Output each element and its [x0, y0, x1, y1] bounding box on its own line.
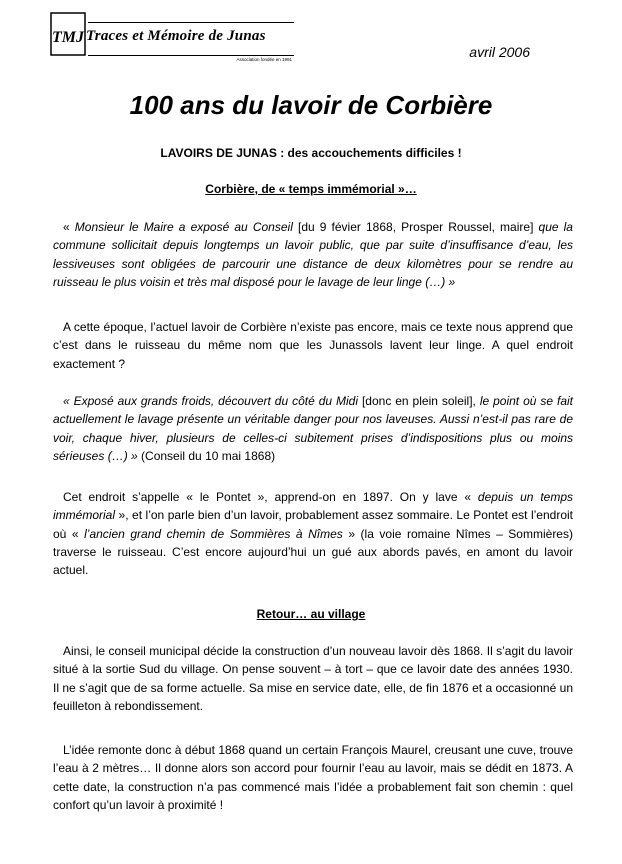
text-run: A cette époque, l’actuel lavoir de Corbière n’existe pas encore, mais ce texte nous apprend que c’est dans le ruisseau du même nom que les Junassols lavent leur linge. A quel endroit exactement ? — [53, 320, 573, 371]
paragraph-4 — [53, 488, 573, 579]
logo-mark-icon — [50, 12, 86, 56]
text-run: « — [63, 220, 75, 234]
logo-title: Traces et Mémoire de Junas — [86, 28, 266, 44]
header-logo — [50, 12, 294, 64]
section-heading-corbiere: Corbière, de « temps immémorial »… — [205, 182, 417, 196]
text-run: « Exposé aux grands froids, découvert du côté du Midi — [63, 394, 359, 408]
logo-rule-bottom — [88, 55, 294, 56]
section-heading-village: Retour… au village — [256, 607, 366, 621]
paragraph-2 — [53, 318, 573, 373]
paragraph-6 — [53, 741, 573, 814]
issue-date: avril 2006 — [469, 44, 530, 60]
page-subtitle: LAVOIRS DE JUNAS : des accouchements difficiles ! — [160, 146, 462, 160]
text-run: (Conseil du 10 mai 1868) — [137, 448, 276, 463]
text-run: l’ancien grand chemin de Sommières à Nîmes — [84, 526, 343, 541]
text-run: le point où se fait actuellement le lavage présente un véritable danger pour nos laveuses. Aussi n’est-il pas rare de voir, chaque hiver, plusieurs de celles-ci subitement prises d’indispositions plus ou moins sérieuses (…) » — [53, 394, 574, 463]
text-run: que la commune sollicitait depuis longtemps un lavoir public, que par suite d’insuffisance d’eau, les lessiveuses sont obligées de parcourir une distance de deux kilomètres pour se rendre au ruisseau le plus voisin et très mal disposé pour le lavage de leur linge (…) » — [53, 220, 573, 289]
text-run: [du 9 févier 1868, Prosper Roussel, maire] — [292, 220, 539, 234]
text-run: Monsieur le Maire a exposé au Conseil — [74, 220, 293, 234]
text-run: L’idée remonte donc à début 1868 quand un certain François Maurel, creusant une cuve, trouve l’eau à 2 mètres… Il donne alors son accord pour fournir l’eau au lavoir, mais se dédit en 1873. A cette date, la construction n’a pas commencé mais l’idée a probablement fait son chemin : quel confort qu’un lavoir à proximité ! — [53, 743, 573, 812]
svg-text:TMJ: TMJ — [52, 29, 84, 46]
logo-rule-top — [88, 22, 294, 23]
text-run: Ainsi, le conseil municipal décide la construction d’un nouveau lavoir dès 1868. Il s’agit du lavoir situé à la sortie Sud du village. On pense souvent – à tort – que ce lavoir date des années 1930. Il ne s’agit que de sa forme actuelle. Sa mise en service date, elle, de fin 1876 et a occasionné un feuilleton à rebondissement. — [53, 644, 573, 713]
text-run: », et l’on parle bien d’un lavoir, probablement assez sommaire. Le Pontet est l’endroit où « — [53, 508, 573, 541]
page-title: 100 ans du lavoir de Corbière — [129, 90, 493, 120]
paragraph-1 — [53, 218, 573, 291]
text-run: depuis un temps immémorial — [53, 490, 574, 523]
text-run: [donc en plein soleil], — [358, 394, 480, 408]
paragraph-5 — [53, 642, 573, 715]
text-run: Cet endroit s’appelle « le Pontet », apprend-on en 1897. On y lave « — [63, 490, 478, 504]
logo-tagline: Association fondée en 1991 — [236, 57, 292, 62]
paragraph-3 — [53, 392, 573, 465]
text-run: » (la voie romaine Nîmes – Sommières) traverse le ruisseau. C’est encore aujourd’hui un gué aux abords pavés, en amont du lavoir actuel. — [53, 526, 573, 578]
